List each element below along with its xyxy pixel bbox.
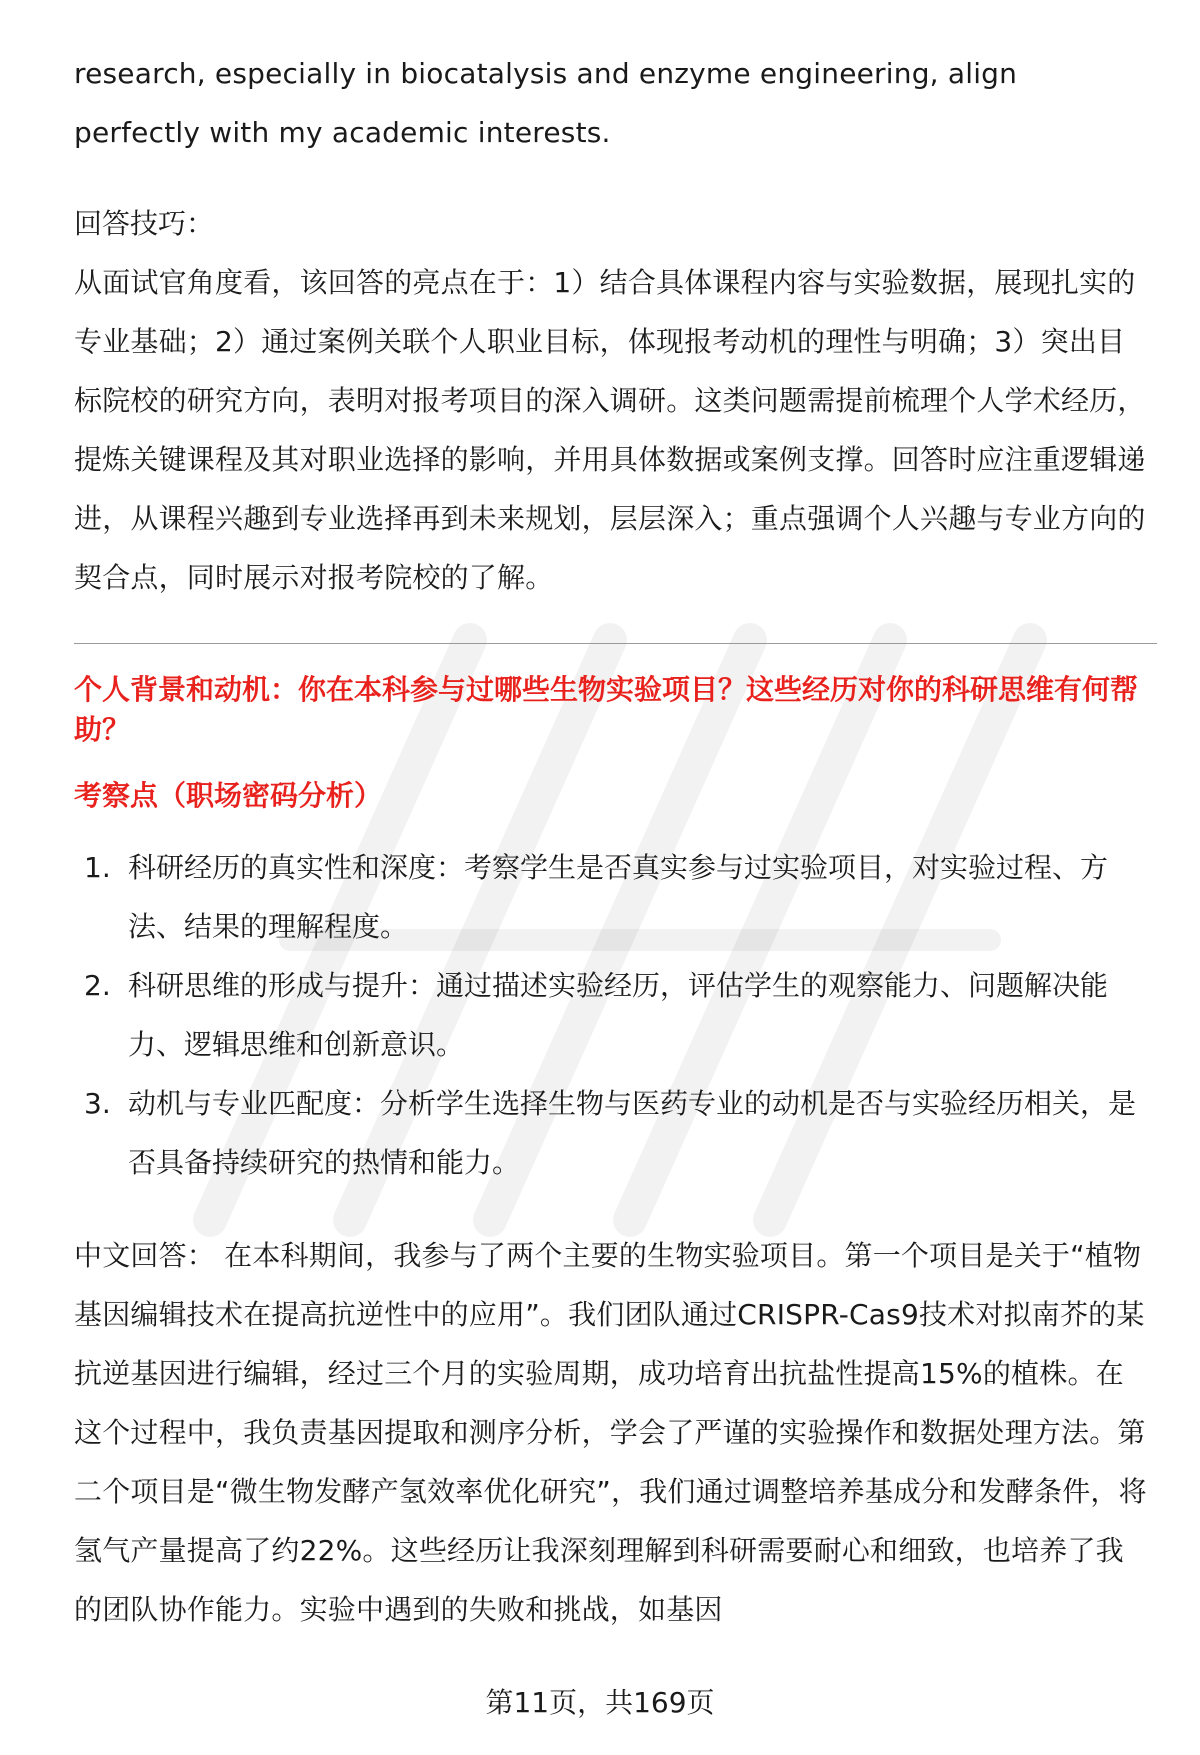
document-page (74, 44, 1149, 1639)
intro-paragraph: research, especially in biocatalysis and enzyme engineering, align perfectly with my academic interests. (74, 57, 1018, 149)
list-item-text: 科研思维的形成与提升：通过描述实验经历，评估学生的观察能力、问题解决能力、逻辑思维和创新意识。 (128, 969, 1109, 1061)
section-divider (74, 643, 1157, 644)
section-title: 考察点（职场密码分析） (74, 779, 383, 812)
list-item-text: 科研经历的真实性和深度：考察学生是否真实参与过实验项目，对实验过程、方法、结果的理解程度。 (128, 851, 1109, 943)
list-item (74, 838, 1149, 956)
tips-paragraph: 从面试官角度看，该回答的亮点在于：1）结合具体课程内容与实验数据，展现扎实的专业基础；2）通过案例关联个人职业目标，体现报考动机的理性与明确；3）突出目标院校的研究方向，表明对报考项目的深入调研。这类问题需提前梳理个人学术经历，提炼关键课程及其对职业选择的影响，并用具体数据或案例支撑。回答时应注重逻辑递进，从课程兴趣到专业选择再到未来规划，层层深入；重点强调个人兴趣与专业方向的契合点，同时展示对报考院校的了解。 (74, 266, 1146, 594)
list-item-number: 2. (84, 969, 111, 1002)
list-item-number: 1. (84, 851, 111, 884)
answer-label: 中文回答： (74, 1239, 216, 1272)
spacer (74, 162, 1149, 194)
question-heading: 个人背景和动机：你在本科参与过哪些生物实验项目？这些经历对你的科研思维有何帮助？ (74, 673, 1139, 746)
list-item-number: 3. (84, 1087, 111, 1120)
list-item (74, 956, 1149, 1074)
answer-text: 在本科期间，我参与了两个主要的生物实验项目。第一个项目是关于“植物基因编辑技术在提高抗逆性中的应用”。我们团队通过CRISPR-Cas9技术对拟南芥的某抗逆基因进行编辑，经过三个月的实验周期，成功培育出抗盐性提高15%的植株。在这个过程中，我负责基因提取和测序分析，学会了严谨的实验操作和数据处理方法。第二个项目是“微生物发酵产氢效率优化研究”，我们通过调整培养基成分和发酵条件，将氢气产量提高了约22%。这些经历让我深刻理解到科研需要耐心和细致，也培养了我的团队协作能力。实验中遇到的失败和挑战，如基因 (74, 1239, 1147, 1626)
answer-paragraph (74, 1226, 1149, 1639)
assessment-points-list (74, 838, 1149, 1192)
page-footer: 第11页，共169页 (485, 1686, 715, 1719)
list-item (74, 1074, 1149, 1192)
list-item-text: 动机与专业匹配度：分析学生选择生物与医药专业的动机是否与实验经历相关，是否具备持续研究的热情和能力。 (128, 1087, 1137, 1179)
tips-label: 回答技巧： (74, 207, 215, 240)
